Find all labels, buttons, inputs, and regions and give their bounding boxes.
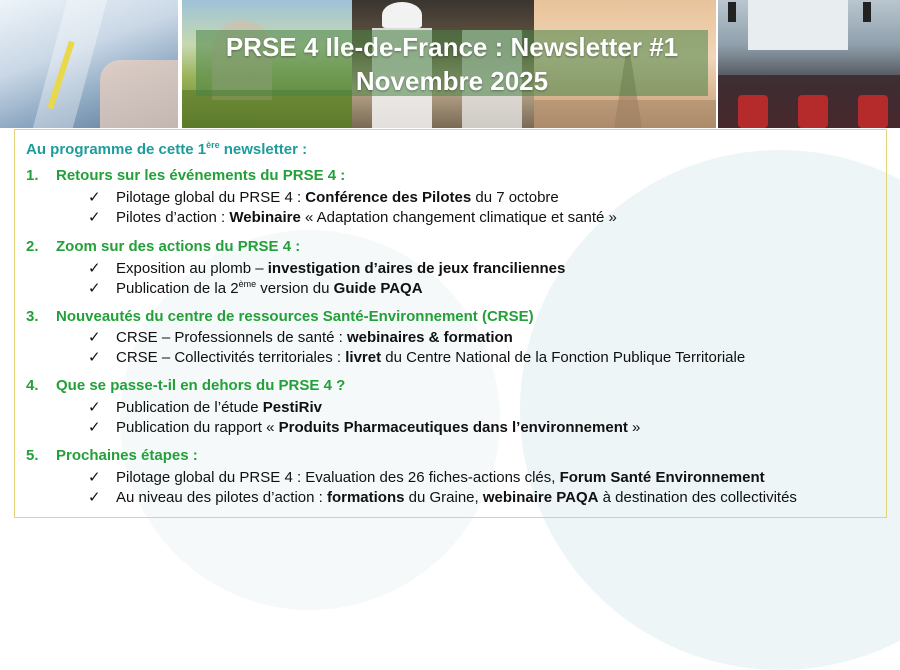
list-item: ✓ Publication de la 2ème version du Guide PAQA: [88, 279, 423, 297]
list-item: ✓ Pilotage global du PRSE 4 : Conférence des Pilotes du 7 octobre: [88, 189, 559, 206]
check-icon: ✓: [88, 419, 101, 436]
section-5-title: 5. Prochaines étapes :: [26, 447, 198, 464]
banner-photo-lab: [0, 0, 178, 128]
check-icon: ✓: [88, 349, 101, 366]
program-heading: Au programme de cette 1ère newsletter :: [26, 140, 308, 158]
check-icon: ✓: [88, 209, 101, 226]
banner-photo-conference: [718, 0, 900, 128]
check-icon: ✓: [88, 469, 101, 486]
section-2-title: 2. Zoom sur des actions du PRSE 4 :: [26, 238, 301, 255]
check-icon: ✓: [88, 489, 101, 506]
check-icon: ✓: [88, 329, 101, 346]
section-1-title: 1. Retours sur les événements du PRSE 4 :: [26, 167, 346, 184]
section-4-title: 4. Que se passe-t-il en dehors du PRSE 4 ?: [26, 377, 346, 394]
list-item: ✓ CRSE – Collectivités territoriales : livret du Centre National de la Fonction Publique Territoriale: [88, 349, 746, 366]
check-icon: ✓: [88, 399, 101, 416]
newsletter-date: Novembre 2025: [355, 66, 549, 96]
list-item: ✓ Au niveau des pilotes d’action : formations du Graine, webinaire PAQA à destination des collectivités: [88, 489, 797, 506]
newsletter-title: PRSE 4 Ile-de-France : Newsletter #1: [225, 32, 679, 62]
list-item: ✓ Pilotes d’action : Webinaire « Adaptation changement climatique et santé »: [88, 209, 617, 226]
check-icon: ✓: [88, 280, 101, 297]
check-icon: ✓: [88, 260, 101, 277]
list-item: ✓ Publication du rapport « Produits Pharmaceutiques dans l’environnement »: [88, 419, 641, 436]
header-banner: [0, 0, 900, 128]
list-item: ✓ Pilotage global du PRSE 4 : Evaluation des 26 fiches-actions clés, Forum Santé Environnement: [88, 469, 765, 486]
list-item: ✓ CRSE – Professionnels de santé : webinaires & formation: [88, 329, 513, 346]
list-item: ✓ Exposition au plomb – investigation d’aires de jeux franciliennes: [88, 260, 566, 277]
list-item: ✓ Publication de l’étude PestiRiv: [88, 399, 322, 416]
section-3-title: 3. Nouveautés du centre de ressources Santé-Environnement (CRSE): [26, 308, 534, 325]
check-icon: ✓: [88, 189, 101, 206]
